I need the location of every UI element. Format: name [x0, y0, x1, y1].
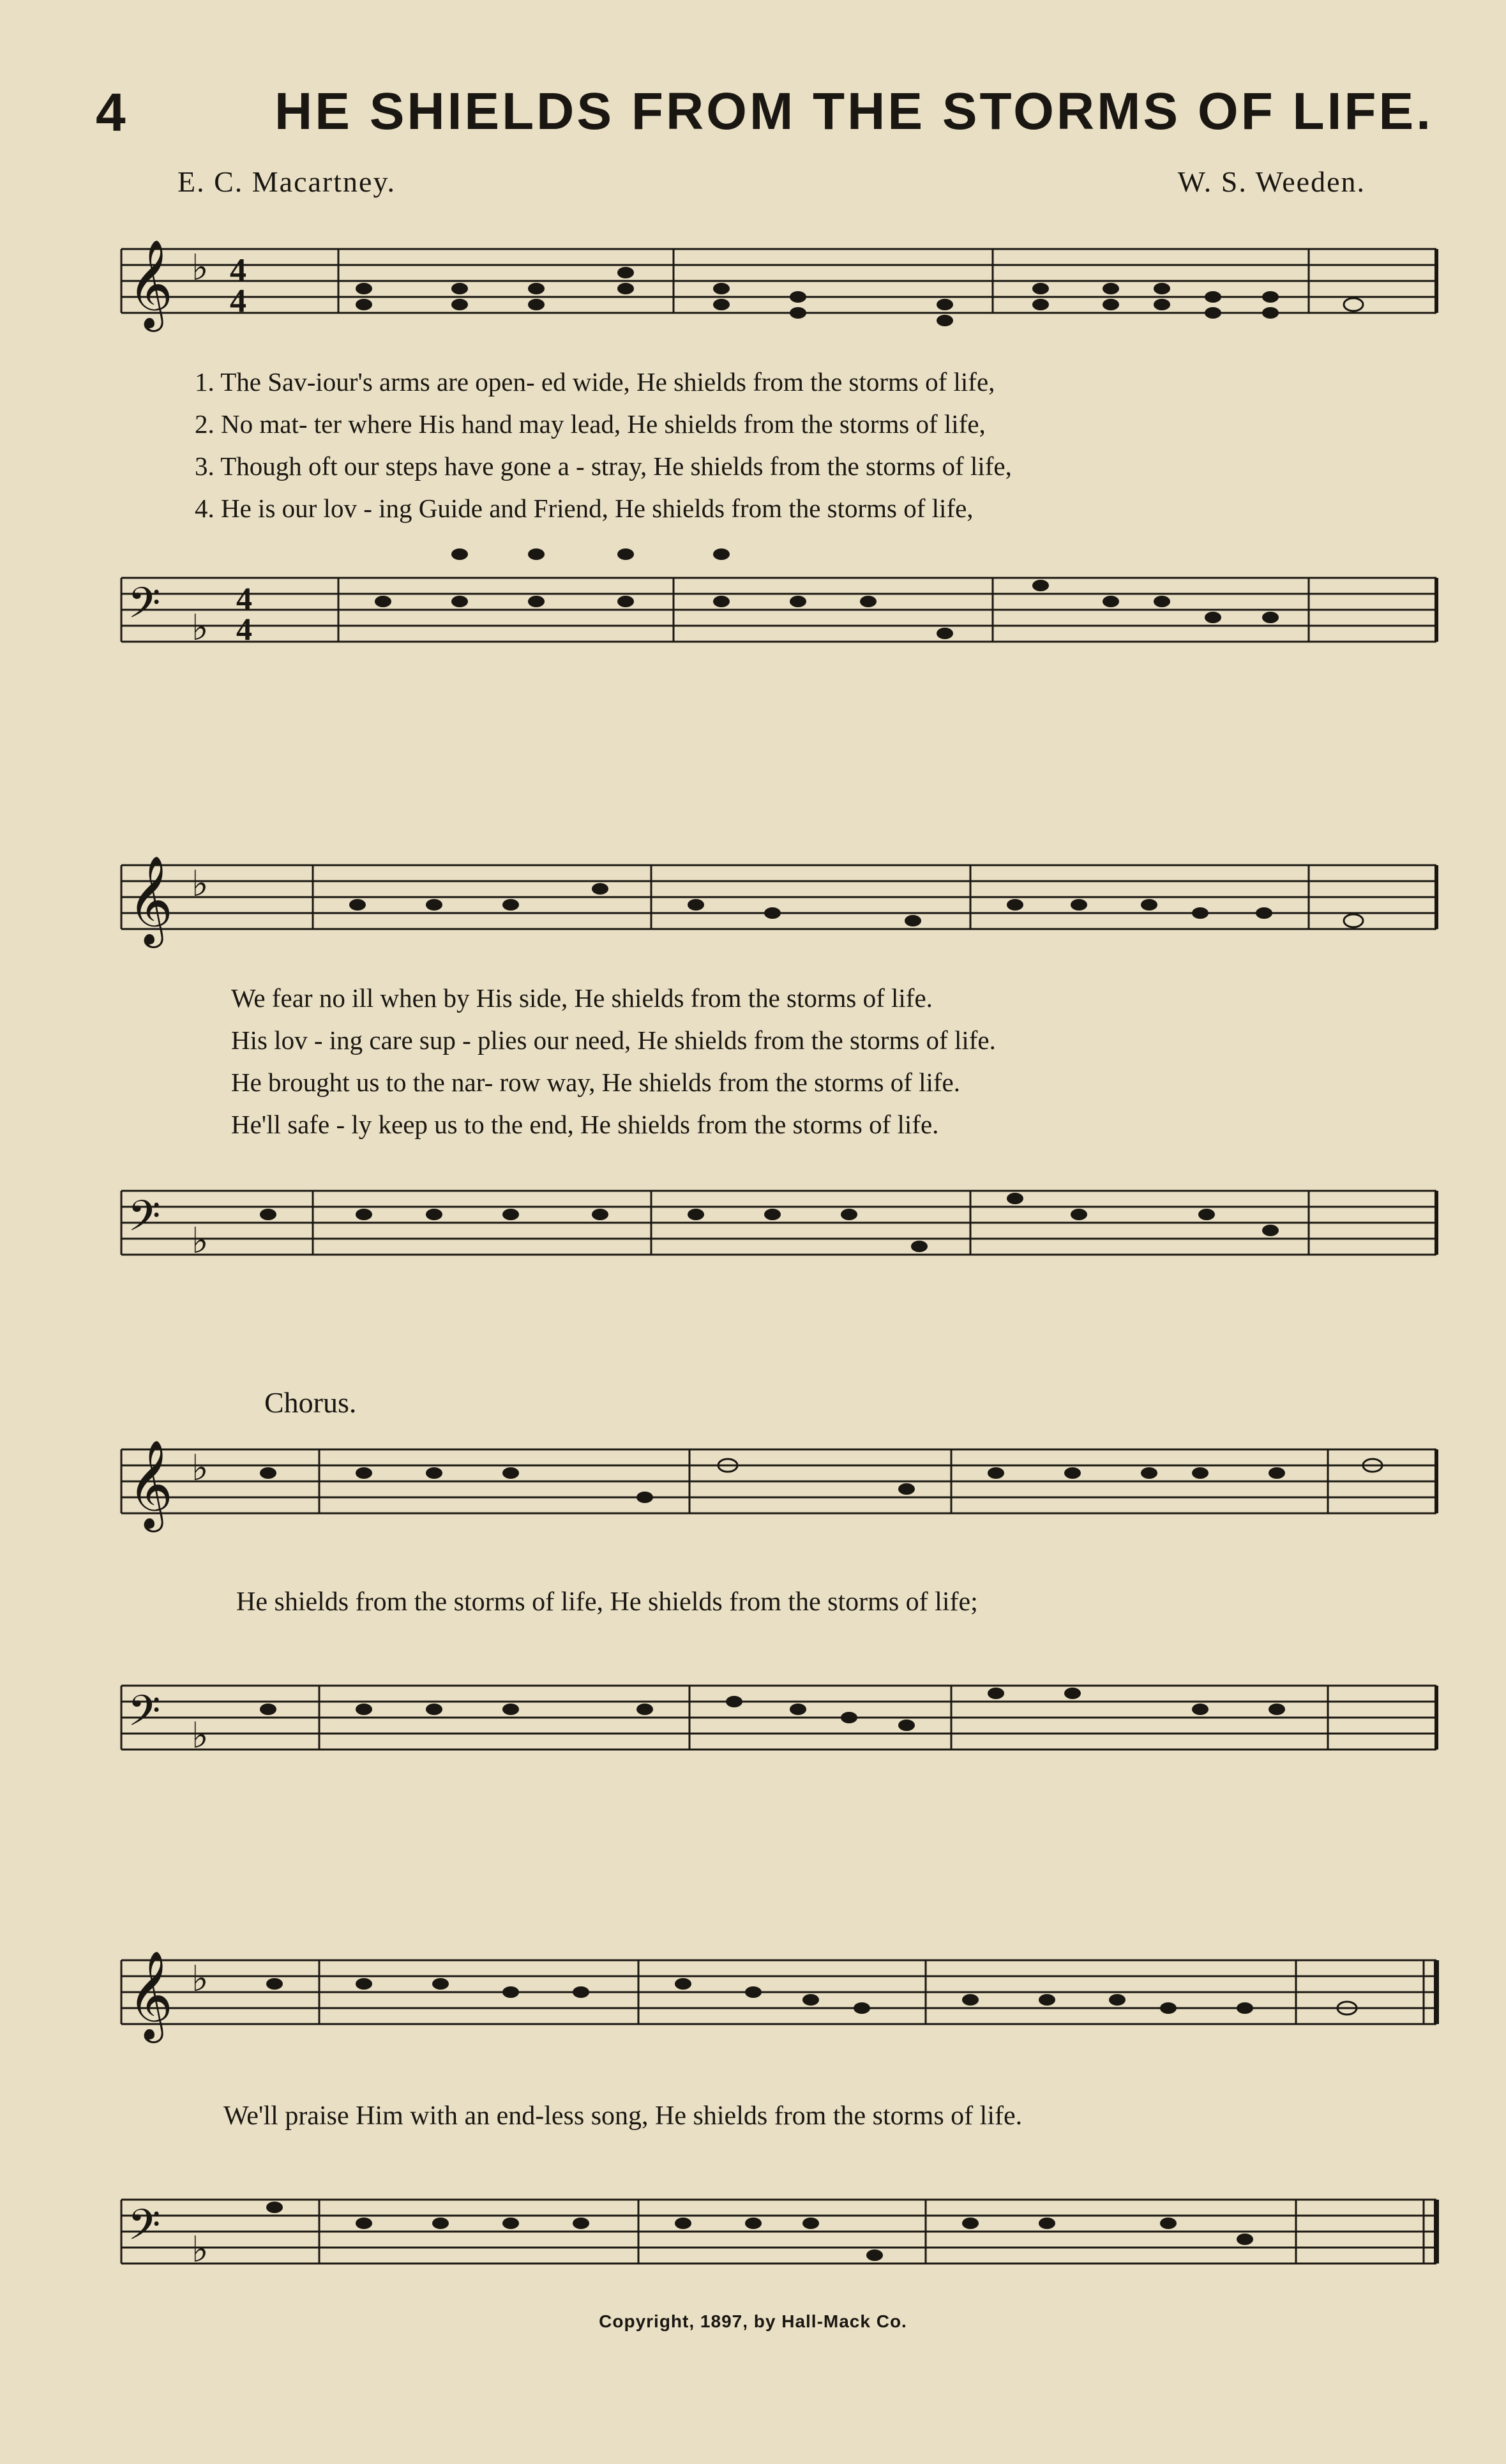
- lyricist: E. C. Macartney.: [177, 165, 396, 198]
- verse-line: 2. No mat- ter where His hand may lead, He shields from the storms of life,: [195, 409, 986, 439]
- verse-line: We fear no ill when by His side, He shields from the storms of life.: [231, 983, 933, 1013]
- system1-bass-staff: [0, 562, 1506, 664]
- svg-text:4: 4: [236, 580, 252, 616]
- svg-text:𝄞: 𝄞: [128, 1951, 173, 2039]
- svg-text:𝄞: 𝄞: [128, 1440, 173, 1529]
- verse-line: 1. The Sav-iour's arms are open- ed wide, He shields from the storms of life,: [195, 367, 995, 397]
- svg-text:4: 4: [230, 283, 246, 319]
- svg-text:♭: ♭: [192, 1715, 209, 1757]
- verse-line: His lov - ing care sup - plies our need, He shields from the storms of life.: [231, 1025, 996, 1055]
- page-number: 4: [96, 82, 126, 142]
- chorus-label: Chorus.: [264, 1386, 357, 1419]
- chorus-line-2: We'll praise Him with an end-less song, He shields from the storms of life.: [223, 2101, 1023, 2131]
- verse-line: 3. Though oft our steps have gone a - stray, He shields from the storms of life,: [195, 451, 1012, 481]
- svg-text:♭: ♭: [192, 863, 209, 905]
- svg-text:♭: ♭: [192, 2229, 209, 2271]
- svg-text:♭: ♭: [192, 1447, 209, 1489]
- svg-text:4: 4: [236, 611, 252, 647]
- system4-treble-staff: [0, 1947, 1506, 2050]
- svg-text:𝄢: 𝄢: [128, 578, 161, 638]
- system3-bass-staff: [0, 1670, 1506, 1772]
- svg-text:𝄢: 𝄢: [128, 1191, 161, 1251]
- system2-bass-staff: [0, 1175, 1506, 1277]
- svg-text:𝄞: 𝄞: [128, 856, 173, 944]
- verse-line: 4. He is our lov - ing Guide and Friend, He shields from the storms of life,: [195, 494, 974, 523]
- svg-text:𝄢: 𝄢: [128, 1686, 161, 1746]
- svg-text:♭: ♭: [192, 1220, 209, 1262]
- verse-line: He brought us to the nar- row way, He shields from the storms of life.: [231, 1068, 960, 1097]
- svg-text:4: 4: [230, 252, 246, 289]
- svg-text:♭: ♭: [192, 607, 209, 649]
- copyright-notice: Copyright, 1897, by Hall-Mack Co.: [599, 2311, 907, 2331]
- system4-bass-staff: [0, 2184, 1506, 2286]
- svg-text:𝄞: 𝄞: [128, 239, 173, 328]
- svg-text:♭: ♭: [192, 1958, 209, 2000]
- system1-treble-staff: [0, 236, 1506, 338]
- verse-line: He'll safe - ly keep us to the end, He shields from the storms of life.: [231, 1110, 939, 1139]
- chorus-line-1: He shields from the storms of life, He shields from the storms of life;: [236, 1587, 978, 1617]
- svg-text:♭: ♭: [192, 247, 209, 289]
- composer: W. S. Weeden.: [1177, 165, 1366, 198]
- hymn-title: HE SHIELDS FROM THE STORMS OF LIFE.: [275, 82, 1433, 140]
- svg-text:𝄢: 𝄢: [128, 2200, 161, 2260]
- system2-treble-staff: [0, 852, 1506, 955]
- section2-verses: [231, 977, 996, 1145]
- system3-treble-staff: [0, 1437, 1506, 1539]
- section1-verses: [195, 361, 1012, 529]
